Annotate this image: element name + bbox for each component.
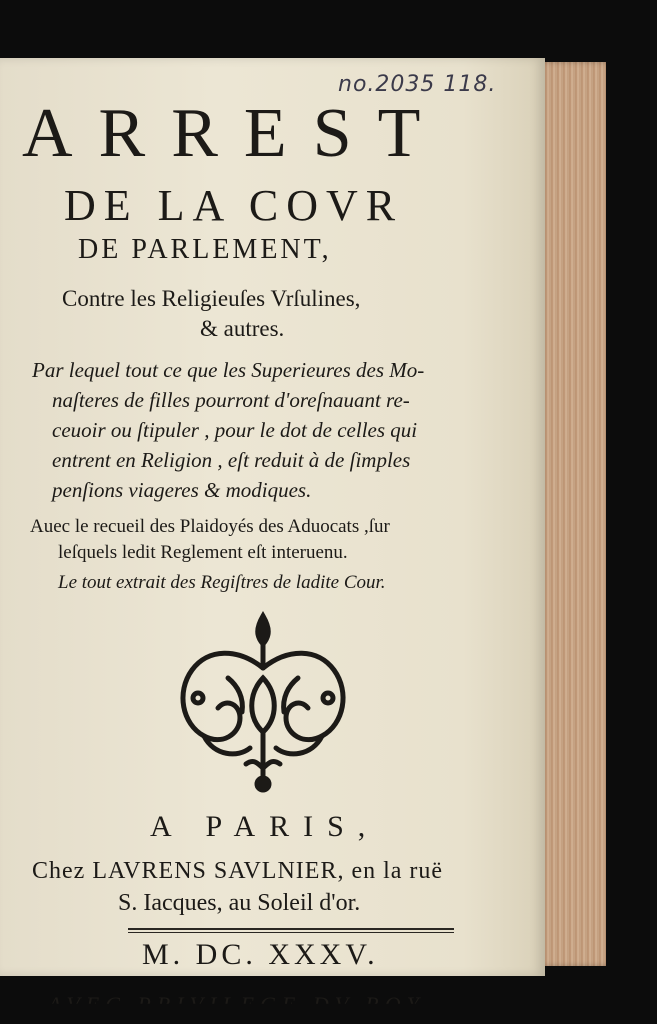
imprint-rule-thin [128,932,454,933]
collection-line-3: Le tout extrait des Regiſtres de ladite Cour. [58,572,386,593]
imprint-place: A PARIS, [150,810,380,843]
collection-line-2: leſquels ledit Reglement eſt interuenu. [58,542,348,563]
summary-line-4: entrent en Religion , eſt reduit à de ſimples [52,448,411,472]
summary-line-3: ceuoir ou ſtipuler , pour le dot de celles qui [52,418,418,442]
imprint-publisher-line-2: S. Iacques, au Soleil d'or. [118,890,361,916]
fleuron-ornament [168,608,358,798]
title-line-3: DE PARLEMENT, [78,234,332,265]
imprint-rule [128,928,454,930]
imprint-publisher-line-1: Chez LAVRENS SAVLNIER, en la ruë [32,858,444,884]
title-line-1: ARREST [22,95,447,172]
handwritten-shelfmark: no.2035 118. [338,72,497,97]
collection-line-1: Auec le recueil des Plaidoyés des Aduocats ,ſur [30,516,390,537]
summary-line-1: Par lequel tout ce que les Superieures des Mo- [32,358,425,382]
title-line-2: DE LA COVR [64,181,404,230]
imprint-date: M. DC. XXXV. [142,938,379,971]
subtitle-line-2: & autres. [200,316,285,341]
title-page [0,58,545,976]
summary-line-5: penſions viageres & modiques. [52,478,312,502]
summary-line-2: naſteres de filles pourront d'oreſnauant re- [52,388,410,412]
subtitle-line-1: Contre les Religieuſes Vrſulines, [62,286,361,311]
page-fore-edge [538,62,606,966]
